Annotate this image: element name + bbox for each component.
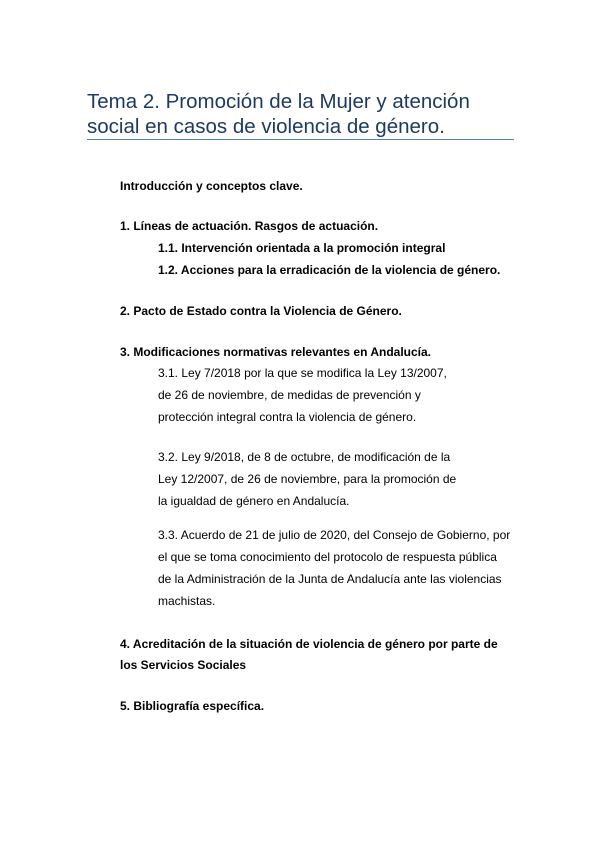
section-3-heading: 3. Modificaciones normativas relevantes en Andalucía. [120, 345, 431, 359]
section-3-1-paragraph [158, 362, 447, 428]
section-3-3-line: el que se toma conocimiento del protocolo de respuesta pública [158, 550, 497, 564]
section-1-1-heading: 1.1. Intervención orientada a la promoción integral [158, 241, 446, 255]
title-underline [87, 139, 514, 140]
section-3-3-line: machistas. [158, 594, 216, 608]
section-2-heading: 2. Pacto de Estado contra la Violencia de Género. [120, 304, 402, 318]
section-1-heading: 1. Líneas de actuación. Rasgos de actuación. [120, 219, 379, 233]
intro-heading: Introducción y conceptos clave. [120, 179, 303, 193]
section-3-1-line: protección integral contra la violencia de género. [158, 410, 417, 424]
section-3-2-line: la igualdad de género en Andalucía. [158, 494, 350, 508]
section-3-1-line: 3.1. Ley 7/2018 por la que se modifica la Ley 13/2007, [158, 366, 447, 380]
section-3-2-line: 3.2. Ley 9/2018, de 8 de octubre, de modificación de la [158, 450, 451, 464]
section-3-3-line: de la Administración de la Junta de Andalucía ante las violencias [158, 572, 502, 586]
section-3-1-line: de 26 de noviembre, de medidas de prevención y [158, 388, 421, 402]
section-3-2-line: Ley 12/2007, de 26 de noviembre, para la promoción de [158, 472, 457, 486]
section-4-heading-line-2: los Servicios Sociales [120, 658, 247, 672]
section-1-2-heading: 1.2. Acciones para la erradicación de la violencia de género. [158, 263, 501, 277]
section-4-heading-line-1: 4. Acreditación de la situación de violencia de género por parte de [120, 637, 498, 651]
section-5-heading: 5. Bibliografía específica. [120, 699, 265, 713]
title-line-1: Tema 2. Promoción de la Mujer y atención [87, 90, 470, 113]
title-line-2: social en casos de violencia de género. [87, 115, 445, 138]
section-3-2-paragraph [158, 446, 456, 512]
section-3-3-paragraph [158, 524, 510, 612]
document-title [87, 89, 514, 139]
section-3-3-line: 3.3. Acuerdo de 21 de julio de 2020, del Consejo de Gobierno, por [158, 528, 511, 542]
